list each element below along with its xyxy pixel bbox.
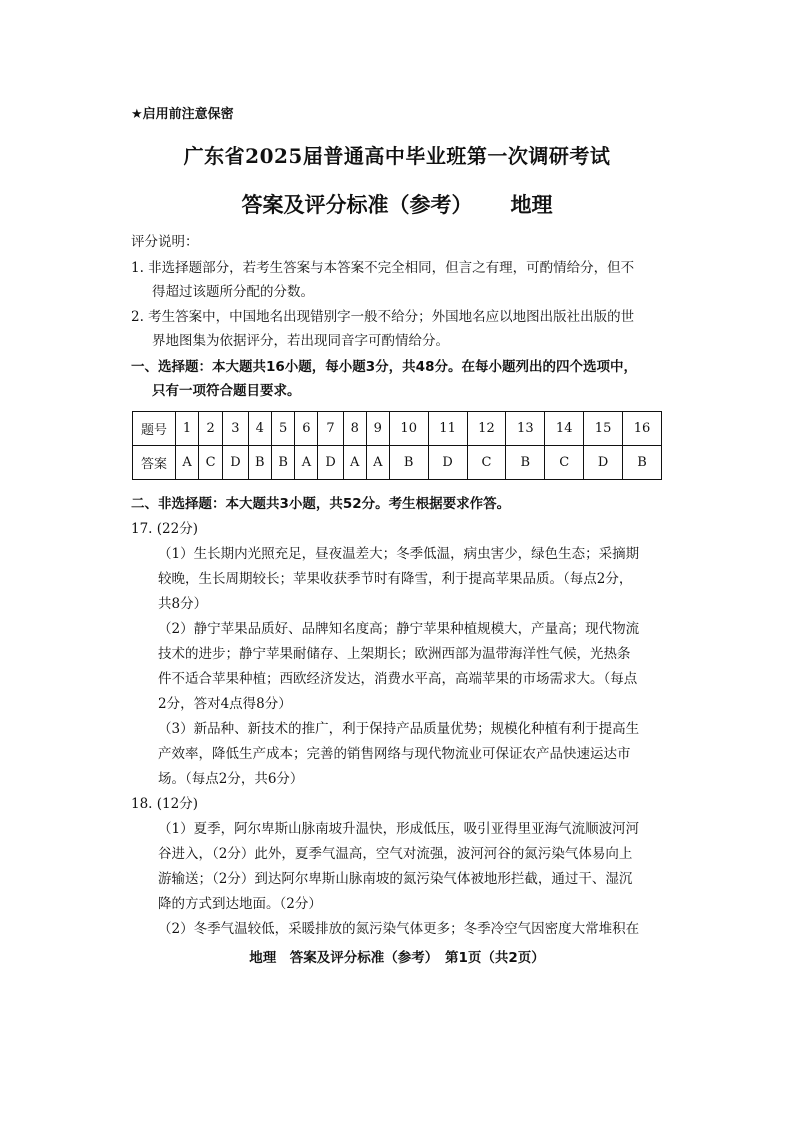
scoring-note-1-line-1: 1. 非选择题部分，若考生答案与本答案不完全相同，但言之有理，可酌情给分，但不: [131, 260, 635, 276]
answer-label: 答案: [133, 446, 176, 480]
question-number-cell: 11: [428, 412, 467, 446]
q17-part3-line3: 场。（每点2分，共6分）: [158, 771, 304, 787]
question-number-cell: 4: [248, 412, 271, 446]
section-1-heading-line-1: 一、选择题：本大题共16小题，每小题3分，共48分。在每小题列出的四个选项中，: [131, 359, 637, 375]
q17-part3-line2: 产效率，降低生产成本；完善的销售网络与现代物流业可保证农产品快速运达市: [158, 746, 631, 762]
q17-part2-line3: 件不适合苹果种植；西欧经济发达，消费水平高，高端苹果的市场需求大。（每点: [158, 671, 638, 687]
document-title: [0, 189, 794, 219]
q17-part1-line2: 较晚，生长周期较长；苹果收获季节时有降雪，利于提高苹果品质。（每点2分，: [158, 571, 633, 587]
scoring-notes-heading: 评分说明：: [131, 234, 199, 250]
answer-cell: D: [223, 446, 248, 480]
question-number-row: [133, 412, 662, 446]
confidential-notice: ★启用前注意保密: [131, 107, 234, 122]
answer-cell: A: [366, 446, 389, 480]
question-number-cell: 16: [623, 412, 662, 446]
q17-part1-line1: （1）生长期内光照充足，昼夜温差大；冬季低温，病虫害少，绿色生态；采摘期: [158, 546, 640, 562]
q17-part3-line1: （3）新品种、新技术的推广，利于保持产品质量优势；规模化种植有利于提高生: [158, 721, 640, 737]
question-number-cell: 6: [295, 412, 318, 446]
q18-label: 18. (12分): [131, 796, 198, 812]
page-footer: 地理 答案及评分标准（参考） 第1页（共2页）: [249, 950, 545, 966]
q17-part2-line1: （2）静宁苹果品质好、品牌知名度高；静宁苹果种植规模大，产量高；现代物流: [158, 621, 640, 637]
q18-part1-line2: 谷进入，（2分）此外，夏季气温高，空气对流强，波河河谷的氮污染气体易向上: [158, 846, 633, 862]
scoring-note-1-line-2: 得超过该题所分配的分数。: [152, 284, 314, 300]
answer-cell: D: [428, 446, 467, 480]
subject-name: 地理: [510, 193, 553, 217]
question-number-cell: 8: [343, 412, 366, 446]
scoring-note-2-line-2: 界地图集为依据评分，若出现同音字可酌情给分。: [152, 333, 449, 349]
section-1-heading-line-2: 只有一项符合题目要求。: [152, 383, 301, 399]
q18-part1-line1: （1）夏季，阿尔卑斯山脉南坡升温快，形成低压，吸引亚得里亚海气流顺波河河: [158, 821, 640, 837]
question-number-cell: 15: [584, 412, 623, 446]
q18-part1-line3: 游输送；（2分）到达阿尔卑斯山脉南坡的氮污染气体被地形拦截，通过干、湿沉: [158, 871, 633, 887]
question-number-cell: 1: [176, 412, 199, 446]
answer-cell: B: [248, 446, 271, 480]
answer-cell: D: [584, 446, 623, 480]
answer-table: [132, 411, 662, 480]
q17-part2-line2: 技术的进步；静宁苹果耐储存、上架期长；欧洲西部为温带海洋性气候，光热条: [158, 646, 631, 662]
answer-cell: B: [506, 446, 545, 480]
question-number-cell: 3: [223, 412, 248, 446]
answer-cell: B: [389, 446, 428, 480]
q18-part1-line4: 降的方式到达地面。（2分）: [158, 896, 322, 912]
question-number-cell: 14: [545, 412, 584, 446]
q17-part2-line4: 2分，答对4点得8分）: [158, 696, 292, 712]
scoring-note-2-line-1: 2. 考生答案中，中国地名出现错别字一般不给分；外国地名应以地图出版社出版的世: [131, 309, 635, 325]
q18-part2-line1: （2）冬季气温较低，采暖排放的氮污染气体更多；冬季冷空气因密度大常堆积在: [158, 921, 640, 937]
q17-label: 17. (22分): [131, 521, 198, 537]
question-number-cell: 10: [389, 412, 428, 446]
answer-cell: A: [295, 446, 318, 480]
answer-row: [133, 446, 662, 480]
answer-cell: B: [623, 446, 662, 480]
doc-title-text: 答案及评分标准（参考）: [241, 193, 473, 217]
question-number-cell: 5: [272, 412, 295, 446]
answer-cell: C: [545, 446, 584, 480]
question-number-cell: 13: [506, 412, 545, 446]
answer-cell: A: [343, 446, 366, 480]
answer-cell: C: [199, 446, 223, 480]
section-2-heading: 二、非选择题：本大题共3小题，共52分。考生根据要求作答。: [131, 496, 511, 512]
question-number-cell: 12: [467, 412, 506, 446]
answer-cell: B: [272, 446, 295, 480]
answer-cell: D: [318, 446, 343, 480]
question-number-cell: 2: [199, 412, 223, 446]
exam-title: 广东省2025届普通高中毕业班第一次调研考试: [183, 144, 611, 168]
question-number-label: 题号: [133, 412, 176, 446]
answer-cell: C: [467, 446, 506, 480]
question-number-cell: 9: [366, 412, 389, 446]
answer-cell: A: [176, 446, 199, 480]
question-number-cell: 7: [318, 412, 343, 446]
q17-part1-line3: 共8分）: [158, 596, 208, 612]
